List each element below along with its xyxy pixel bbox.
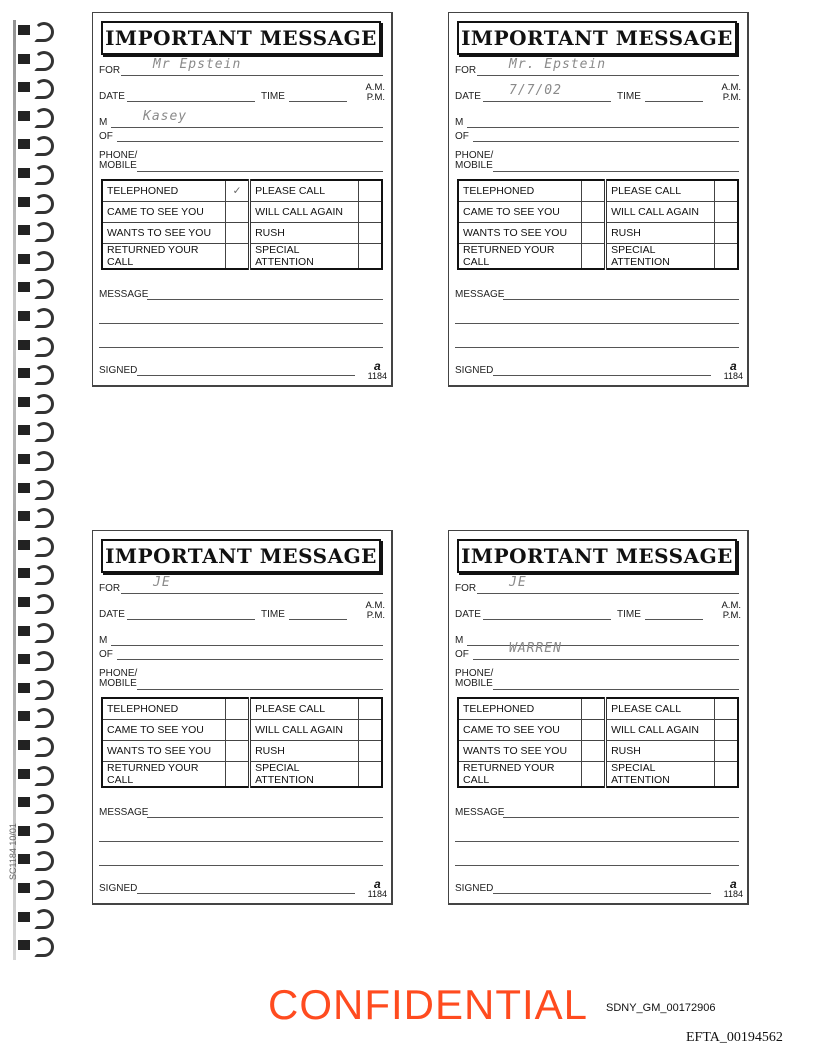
binding-tab: [18, 826, 30, 836]
m-line: [111, 645, 383, 646]
binding-ring: [34, 451, 54, 471]
binding-tab: [18, 568, 30, 578]
binding-tab: [18, 912, 30, 922]
status-row: [102, 741, 382, 762]
signed-line: [493, 893, 711, 894]
signed-label: SIGNED: [99, 883, 138, 894]
form-number-text: 1184: [367, 371, 387, 381]
status-checkbox: [226, 762, 250, 788]
pm-label: P.M.: [722, 92, 741, 103]
am-pm: [365, 601, 385, 621]
message-label: MESSAGE: [455, 807, 505, 818]
mobile-label: MOBILE: [99, 160, 137, 171]
slip-title: IMPORTANT MESSAGE: [457, 539, 737, 573]
status-checkbox: [715, 180, 739, 202]
binding-ring: [34, 680, 54, 700]
mobile-label: MOBILE: [455, 160, 493, 171]
for-handwriting: Mr. Epstein: [509, 57, 607, 72]
status-checkbox: [715, 223, 739, 244]
form-number: [724, 879, 743, 899]
binding-ring: [34, 365, 54, 385]
status-checkbox: [715, 762, 739, 788]
status-checkbox: [359, 762, 383, 788]
binding-ring: [34, 594, 54, 614]
message-label: MESSAGE: [99, 289, 149, 300]
of-label: OF: [455, 131, 469, 142]
logo-icon: a: [373, 877, 381, 891]
message-slip: [92, 12, 393, 387]
time-line: [289, 101, 347, 102]
binding-tab: [18, 311, 30, 321]
date-line: [483, 101, 611, 102]
status-checkbox: ✓: [226, 180, 250, 202]
binding-tab: [18, 168, 30, 178]
status-checkbox: [359, 244, 383, 270]
binding-tab: [18, 711, 30, 721]
status-row: [458, 741, 738, 762]
form-code-vertical: SC1184 10/01: [8, 823, 18, 880]
status-row: [458, 762, 738, 788]
binding-tab: [18, 769, 30, 779]
binding-ring: [34, 480, 54, 500]
for-line: [121, 75, 383, 76]
binding-tab: [18, 797, 30, 807]
status-row: [458, 180, 738, 202]
logo-icon: a: [373, 359, 381, 373]
form-number-text: 1184: [367, 889, 387, 899]
date-label: DATE: [455, 91, 481, 102]
for-line: [477, 593, 739, 594]
binding-spine: [13, 20, 16, 960]
binding-ring: [34, 165, 54, 185]
pm-label: P.M.: [366, 92, 385, 103]
status-option: SPECIAL ATTENTION: [606, 762, 715, 788]
status-option: PLEASE CALL: [250, 180, 359, 202]
message-line: [99, 347, 383, 348]
message-label: MESSAGE: [99, 807, 149, 818]
binding-ring: [34, 909, 54, 929]
status-option: RUSH: [606, 741, 715, 762]
message-line: [503, 817, 739, 818]
status-option: PLEASE CALL: [606, 698, 715, 720]
status-row: [102, 720, 382, 741]
slip-title: IMPORTANT MESSAGE: [101, 539, 381, 573]
binding-tab: [18, 225, 30, 235]
status-option: SPECIAL ATTENTION: [250, 244, 359, 270]
binding-tab: [18, 597, 30, 607]
binding-ring: [34, 422, 54, 442]
phone-label: PHONE/: [99, 150, 138, 161]
status-checkbox: [226, 698, 250, 720]
status-checkbox: [582, 244, 606, 270]
binding-tab: [18, 368, 30, 378]
form-number: [368, 361, 387, 381]
signed-label: SIGNED: [99, 365, 138, 376]
binding-ring: [34, 222, 54, 242]
status-option: TELEPHONED: [102, 698, 226, 720]
status-checkbox: [715, 698, 739, 720]
message-line: [99, 841, 383, 842]
binding-ring: [34, 251, 54, 271]
of-line: [473, 141, 739, 142]
status-row: [458, 244, 738, 270]
status-checkbox: [226, 720, 250, 741]
time-label: TIME: [617, 91, 641, 102]
binding-ring: [34, 337, 54, 357]
status-checkbox: [226, 244, 250, 270]
am-label: A.M.: [721, 600, 741, 611]
am-label: A.M.: [721, 82, 741, 93]
logo-icon: a: [729, 877, 737, 891]
am-label: A.M.: [365, 82, 385, 93]
status-option: CAME TO SEE YOU: [458, 720, 582, 741]
binding-tab: [18, 626, 30, 636]
status-checkbox: [582, 698, 606, 720]
binding-ring: [34, 623, 54, 643]
status-option: WANTS TO SEE YOU: [458, 741, 582, 762]
message-label: MESSAGE: [455, 289, 505, 300]
time-line: [289, 619, 347, 620]
of-line: [117, 659, 383, 660]
for-label: FOR: [99, 65, 121, 76]
binding-tab: [18, 654, 30, 664]
binding-tab: [18, 340, 30, 350]
date-line: [127, 619, 255, 620]
phone-label: PHONE/: [455, 668, 494, 679]
binding-tab: [18, 454, 30, 464]
of-label: OF: [455, 649, 469, 660]
binding-tab: [18, 540, 30, 550]
for-handwriting: JE: [153, 575, 171, 590]
status-checkbox: [582, 223, 606, 244]
status-row: [102, 762, 382, 788]
status-option: RUSH: [250, 741, 359, 762]
pm-label: P.M.: [722, 610, 741, 621]
status-option: TELEPHONED: [458, 180, 582, 202]
am-pm: [721, 83, 741, 103]
date-handwriting: 7/7/02: [509, 83, 562, 98]
m-line: [111, 127, 383, 128]
for-label: FOR: [455, 65, 477, 76]
for-line: [121, 593, 383, 594]
binding-ring: [34, 508, 54, 528]
status-checkbox-table: [101, 697, 383, 788]
phone-line: [493, 689, 739, 690]
binding-ring: [34, 708, 54, 728]
efta-number: EFTA_00194562: [686, 1030, 783, 1045]
m-label: M: [99, 635, 108, 646]
binding-tab: [18, 254, 30, 264]
of-label: OF: [99, 649, 113, 660]
message-line: [503, 299, 739, 300]
status-checkbox: [359, 180, 383, 202]
status-checkbox: [226, 223, 250, 244]
status-row: [102, 180, 382, 202]
status-checkbox: [359, 202, 383, 223]
binding-tab: [18, 940, 30, 950]
message-line: [147, 817, 383, 818]
for-line: [477, 75, 739, 76]
status-option: WILL CALL AGAIN: [250, 720, 359, 741]
status-checkbox-table: [101, 179, 383, 270]
slip-title: IMPORTANT MESSAGE: [457, 21, 737, 55]
status-checkbox: [582, 762, 606, 788]
form-number-text: 1184: [723, 889, 743, 899]
status-row: [102, 202, 382, 223]
status-row: [458, 698, 738, 720]
binding-ring: [34, 136, 54, 156]
binding-tab: [18, 54, 30, 64]
binding-ring: [34, 194, 54, 214]
status-option: WANTS TO SEE YOU: [102, 741, 226, 762]
status-row: [102, 223, 382, 244]
status-checkbox: [359, 698, 383, 720]
am-label: A.M.: [365, 600, 385, 611]
binding-tab: [18, 483, 30, 493]
status-row: [458, 223, 738, 244]
form-number: [368, 879, 387, 899]
binding-tab: [18, 111, 30, 121]
message-line: [99, 323, 383, 324]
binding-ring: [34, 937, 54, 957]
m-label: M: [455, 117, 464, 128]
logo-icon: a: [729, 359, 737, 373]
signed-line: [137, 893, 355, 894]
of-line: [117, 141, 383, 142]
status-option: RETURNED YOUR CALL: [458, 244, 582, 270]
confidential-stamp: CONFIDENTIAL: [268, 981, 589, 1028]
time-label: TIME: [261, 91, 285, 102]
status-option: PLEASE CALL: [250, 698, 359, 720]
of-handwriting: WARREN: [509, 641, 562, 656]
message-slip: [92, 530, 393, 905]
binding-ring: [34, 766, 54, 786]
status-option: SPECIAL ATTENTION: [250, 762, 359, 788]
of-line: [473, 659, 739, 660]
binding-tab: [18, 139, 30, 149]
binding-tab: [18, 425, 30, 435]
m-label: M: [99, 117, 108, 128]
status-option: TELEPHONED: [102, 180, 226, 202]
status-row: [458, 202, 738, 223]
for-handwriting: Mr Epstein: [153, 57, 242, 72]
message-line: [455, 865, 739, 866]
status-checkbox: [715, 741, 739, 762]
form-number-text: 1184: [723, 371, 743, 381]
of-label: OF: [99, 131, 113, 142]
status-option: WANTS TO SEE YOU: [458, 223, 582, 244]
am-pm: [365, 83, 385, 103]
time-label: TIME: [617, 609, 641, 620]
binding-tab: [18, 82, 30, 92]
status-checkbox: [359, 741, 383, 762]
m-line: [467, 645, 739, 646]
binding-tab: [18, 854, 30, 864]
status-checkbox: [715, 244, 739, 270]
spiral-binding: [0, 0, 70, 1056]
status-checkbox: [715, 720, 739, 741]
message-line: [455, 347, 739, 348]
pm-label: P.M.: [366, 610, 385, 621]
binding-ring: [34, 651, 54, 671]
phone-line: [137, 171, 383, 172]
status-checkbox: [582, 720, 606, 741]
form-number: [724, 361, 743, 381]
phone-line: [493, 171, 739, 172]
signed-line: [137, 375, 355, 376]
for-label: FOR: [99, 583, 121, 594]
time-line: [645, 101, 703, 102]
date-line: [127, 101, 255, 102]
signed-label: SIGNED: [455, 365, 494, 376]
status-checkbox: [582, 180, 606, 202]
status-checkbox: [582, 741, 606, 762]
time-line: [645, 619, 703, 620]
message-slip: [448, 12, 749, 387]
status-option: RUSH: [606, 223, 715, 244]
message-line: [455, 323, 739, 324]
status-checkbox: [359, 720, 383, 741]
for-label: FOR: [455, 583, 477, 594]
status-row: [102, 698, 382, 720]
phone-label: PHONE/: [99, 668, 138, 679]
binding-ring: [34, 108, 54, 128]
binding-ring: [34, 537, 54, 557]
binding-tab: [18, 197, 30, 207]
status-checkbox: [359, 223, 383, 244]
status-option: RUSH: [250, 223, 359, 244]
binding-ring: [34, 794, 54, 814]
m-label: M: [455, 635, 464, 646]
binding-ring: [34, 880, 54, 900]
binding-tab: [18, 397, 30, 407]
status-option: PLEASE CALL: [606, 180, 715, 202]
binding-ring: [34, 279, 54, 299]
status-option: RETURNED YOUR CALL: [102, 244, 226, 270]
status-option: WILL CALL AGAIN: [606, 720, 715, 741]
for-handwriting: JE: [509, 575, 527, 590]
binding-tab: [18, 25, 30, 35]
mobile-label: MOBILE: [99, 678, 137, 689]
binding-ring: [34, 394, 54, 414]
binding-ring: [34, 22, 54, 42]
binding-ring: [34, 79, 54, 99]
binding-ring: [34, 851, 54, 871]
phone-line: [137, 689, 383, 690]
status-checkbox: [226, 202, 250, 223]
mobile-label: MOBILE: [455, 678, 493, 689]
status-checkbox-table: [457, 697, 739, 788]
date-label: DATE: [99, 91, 125, 102]
status-checkbox: [715, 202, 739, 223]
binding-ring: [34, 308, 54, 328]
slip-title: IMPORTANT MESSAGE: [101, 21, 381, 55]
status-option: CAME TO SEE YOU: [102, 720, 226, 741]
message-line: [455, 841, 739, 842]
date-label: DATE: [455, 609, 481, 620]
status-row: [458, 720, 738, 741]
binding-tab: [18, 511, 30, 521]
binding-ring: [34, 737, 54, 757]
message-slip: [448, 530, 749, 905]
status-option: RETURNED YOUR CALL: [102, 762, 226, 788]
binding-tab: [18, 740, 30, 750]
status-checkbox: [582, 202, 606, 223]
binding-ring: [34, 51, 54, 71]
status-checkbox-table: [457, 179, 739, 270]
binding-tab: [18, 883, 30, 893]
message-line: [99, 865, 383, 866]
status-checkbox: [226, 741, 250, 762]
binding-tab: [18, 683, 30, 693]
am-pm: [721, 601, 741, 621]
date-line: [483, 619, 611, 620]
phone-label: PHONE/: [455, 150, 494, 161]
message-line: [147, 299, 383, 300]
bates-number: SDNY_GM_00172906: [606, 1002, 716, 1014]
status-option: WILL CALL AGAIN: [250, 202, 359, 223]
status-option: TELEPHONED: [458, 698, 582, 720]
binding-tab: [18, 282, 30, 292]
status-option: CAME TO SEE YOU: [458, 202, 582, 223]
status-row: [102, 244, 382, 270]
binding-ring: [34, 823, 54, 843]
status-option: SPECIAL ATTENTION: [606, 244, 715, 270]
status-option: CAME TO SEE YOU: [102, 202, 226, 223]
time-label: TIME: [261, 609, 285, 620]
binding-ring: [34, 565, 54, 585]
signed-line: [493, 375, 711, 376]
m-handwriting: Kasey: [143, 109, 188, 124]
status-option: WANTS TO SEE YOU: [102, 223, 226, 244]
status-option: WILL CALL AGAIN: [606, 202, 715, 223]
signed-label: SIGNED: [455, 883, 494, 894]
date-label: DATE: [99, 609, 125, 620]
status-option: RETURNED YOUR CALL: [458, 762, 582, 788]
m-line: [467, 127, 739, 128]
